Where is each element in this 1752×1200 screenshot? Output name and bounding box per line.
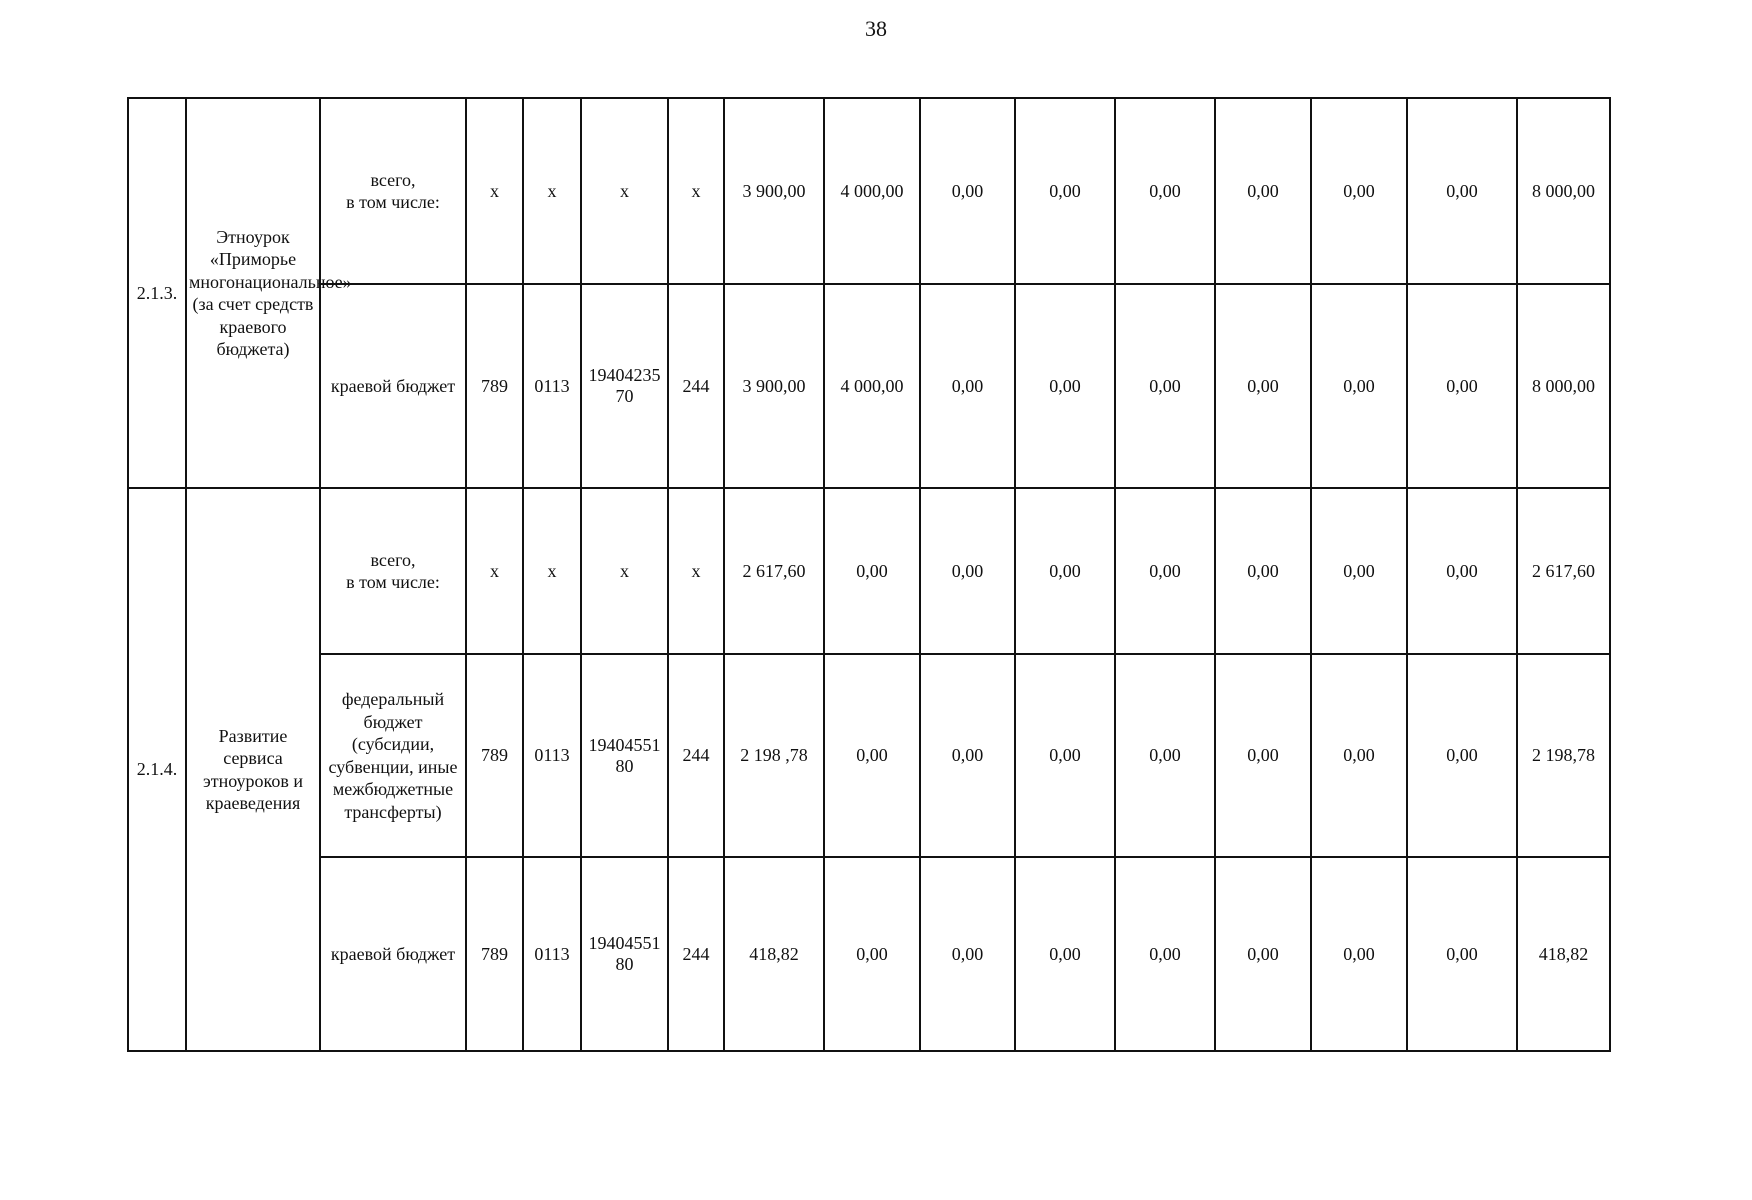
value-2023: 0,00: [1115, 654, 1215, 857]
activity-name: Этноурок «Приморье многонациональное» (за счет средств краевого бюджета): [186, 98, 320, 488]
value-2026: 0,00: [1407, 98, 1517, 284]
value-2024: 0,00: [1215, 488, 1311, 654]
grbs-code: 789: [466, 284, 523, 488]
grbs-code: x: [466, 488, 523, 654]
table-row: [128, 284, 1610, 488]
page-number: 38: [865, 16, 887, 41]
value-total: 2 198,78: [1517, 654, 1610, 857]
funding-source: федеральный бюджет (субсидии, субвенции, иные межбюджетные трансферты): [320, 654, 466, 857]
value-2020: 0,00: [824, 488, 920, 654]
value-2022: 0,00: [1015, 654, 1115, 857]
value-2019: 3 900,00: [724, 98, 824, 284]
value-2022: 0,00: [1015, 488, 1115, 654]
value-2025: 0,00: [1311, 857, 1407, 1051]
value-2021: 0,00: [920, 488, 1015, 654]
kcsr-code: x: [581, 98, 668, 284]
kvr-code: 244: [668, 857, 724, 1051]
value-total: 8 000,00: [1517, 98, 1610, 284]
value-2019: 418,82: [724, 857, 824, 1051]
rzpr-code: 0113: [523, 857, 581, 1051]
funding-source: всего, в том числе:: [320, 488, 466, 654]
value-2024: 0,00: [1215, 857, 1311, 1051]
table-row: [128, 857, 1610, 1051]
value-2024: 0,00: [1215, 98, 1311, 284]
value-2020: 4 000,00: [824, 284, 920, 488]
value-2022: 0,00: [1015, 857, 1115, 1051]
value-2022: 0,00: [1015, 284, 1115, 488]
value-total: 8 000,00: [1517, 284, 1610, 488]
value-2020: 0,00: [824, 857, 920, 1051]
value-2026: 0,00: [1407, 488, 1517, 654]
value-2022: 0,00: [1015, 98, 1115, 284]
value-2020: 4 000,00: [824, 98, 920, 284]
value-2024: 0,00: [1215, 284, 1311, 488]
value-2023: 0,00: [1115, 488, 1215, 654]
rzpr-code: 0113: [523, 284, 581, 488]
value-2020: 0,00: [824, 654, 920, 857]
table-row: [128, 488, 1610, 654]
rzpr-code: x: [523, 488, 581, 654]
grbs-code: 789: [466, 654, 523, 857]
kcsr-code: 1940455180: [581, 654, 668, 857]
value-total: 418,82: [1517, 857, 1610, 1051]
table-body: [128, 98, 1610, 1051]
value-2019: 2 198 ,78: [724, 654, 824, 857]
funding-source: краевой бюджет: [320, 857, 466, 1051]
table-row: [128, 98, 1610, 284]
grbs-code: 789: [466, 857, 523, 1051]
value-2025: 0,00: [1311, 98, 1407, 284]
row-code: 2.1.4.: [128, 488, 186, 1051]
kvr-code: 244: [668, 284, 724, 488]
kvr-code: x: [668, 98, 724, 284]
row-code: 2.1.3.: [128, 98, 186, 488]
value-2021: 0,00: [920, 857, 1015, 1051]
value-2023: 0,00: [1115, 98, 1215, 284]
budget-table: [127, 97, 1611, 1052]
activity-name: Развитие сервиса этноуроков и краеведения: [186, 488, 320, 1051]
value-2019: 3 900,00: [724, 284, 824, 488]
value-2019: 2 617,60: [724, 488, 824, 654]
value-2024: 0,00: [1215, 654, 1311, 857]
value-2023: 0,00: [1115, 284, 1215, 488]
value-2025: 0,00: [1311, 488, 1407, 654]
grbs-code: x: [466, 98, 523, 284]
kcsr-code: 1940455180: [581, 857, 668, 1051]
value-total: 2 617,60: [1517, 488, 1610, 654]
table-row: [128, 654, 1610, 857]
kvr-code: x: [668, 488, 724, 654]
value-2021: 0,00: [920, 284, 1015, 488]
value-2025: 0,00: [1311, 654, 1407, 857]
value-2025: 0,00: [1311, 284, 1407, 488]
funding-source: краевой бюджет: [320, 284, 466, 488]
value-2023: 0,00: [1115, 857, 1215, 1051]
funding-source: всего, в том числе:: [320, 98, 466, 284]
kcsr-code: x: [581, 488, 668, 654]
rzpr-code: x: [523, 98, 581, 284]
value-2021: 0,00: [920, 654, 1015, 857]
value-2021: 0,00: [920, 98, 1015, 284]
kvr-code: 244: [668, 654, 724, 857]
value-2026: 0,00: [1407, 857, 1517, 1051]
rzpr-code: 0113: [523, 654, 581, 857]
value-2026: 0,00: [1407, 654, 1517, 857]
kcsr-code: 1940423570: [581, 284, 668, 488]
value-2026: 0,00: [1407, 284, 1517, 488]
